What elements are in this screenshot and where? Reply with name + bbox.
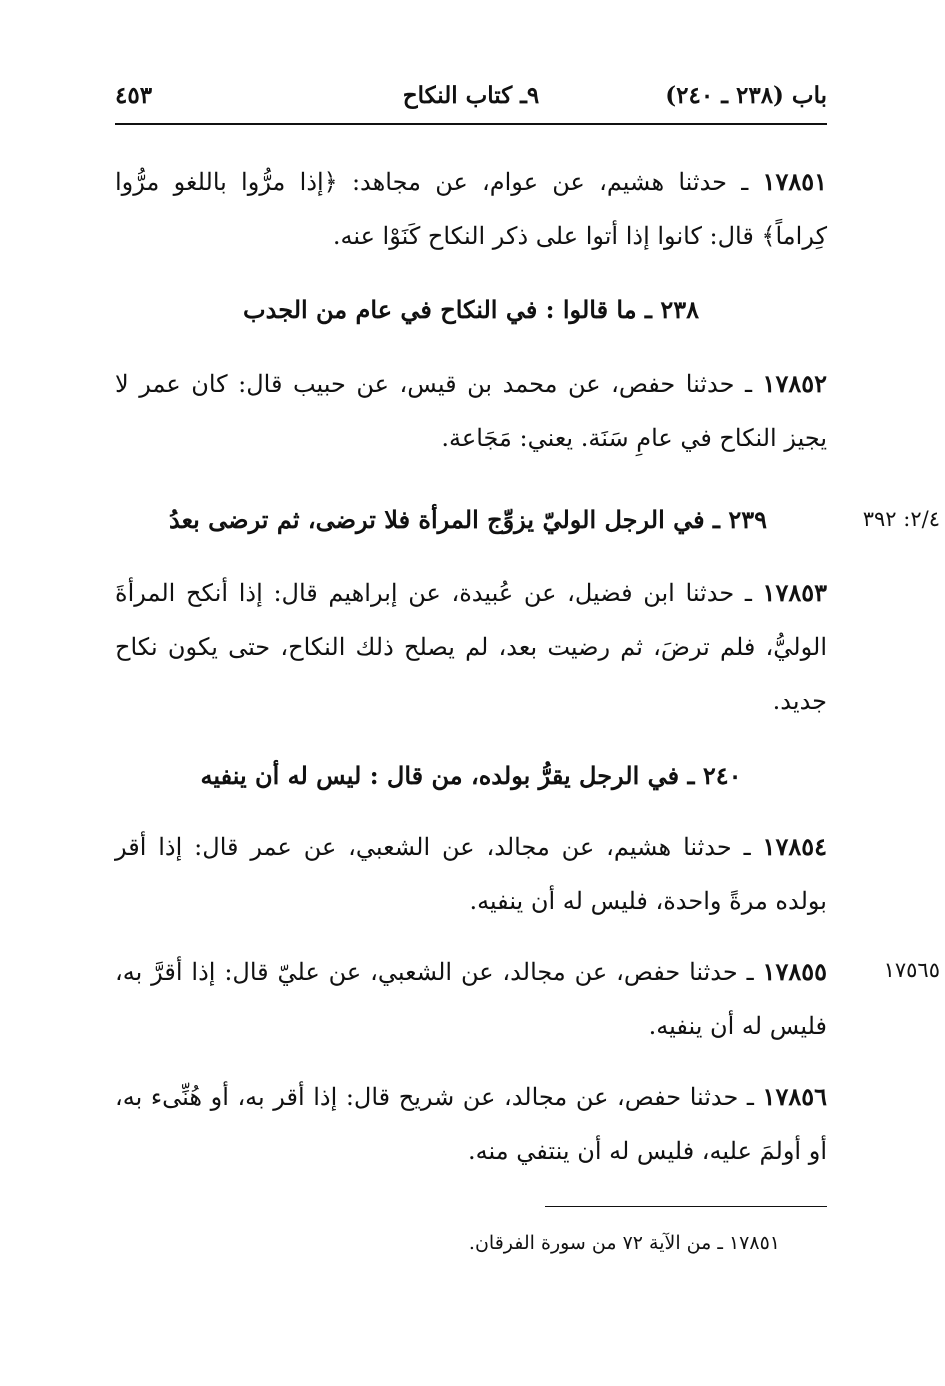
- page-header: [115, 78, 827, 122]
- hadith-17856: [115, 1070, 827, 1178]
- margin-reference: ٢/٤: ٣٩٢: [862, 507, 940, 531]
- page-number: ٤٥٣: [115, 82, 153, 109]
- hadith-text: ـ حدثنا حفص، عن مجالد، عن الشعبي، عن عليّ قال: إذا أقرَّ به، فليس له أن ينفيه.: [115, 958, 827, 1040]
- hadith-text: ـ حدثنا هشيم، عن مجالد، عن الشعبي، عن عمر قال: إذا أقر بولده مرةً واحدة، فليس له أن ينفيه.: [115, 833, 827, 915]
- hadith-text: ـ حدثنا حفص، عن مجالد، عن شريح قال: إذا أقر به، أو هُنِّىء به، أو أولمَ عليه، فليس له أن ينتفي منه.: [115, 1083, 827, 1165]
- hadith-17854: [115, 820, 827, 928]
- hadith-number: ١٧٨٥١: [762, 167, 827, 196]
- hadith-17853: [115, 566, 827, 728]
- section-heading-239: ٢٣٩ ـ في الرجل الوليّ يزوِّج المرأة فلا ترضى، ثم ترضى بعدُ: [168, 505, 767, 534]
- hadith-text: ـ حدثنا هشيم، عن عوام، عن مجاهد: ﴿إذا مرُّوا باللغو مرُّوا كِراماً﴾ قال: كانوا إذا أتوا على ذكر النكاح كَنَوْا عنه.: [115, 168, 827, 250]
- hadith-number: ١٧٨٥٣: [762, 578, 827, 607]
- footnote-rule: [545, 1206, 827, 1207]
- hadith-number: ١٧٨٥٤: [762, 832, 827, 861]
- hadith-number: ١٧٨٥٢: [762, 369, 827, 398]
- footnote: ١٧٨٥١ ـ من الآية ٧٢ من سورة الفرقان.: [468, 1232, 780, 1254]
- hadith-17851: [115, 155, 827, 263]
- header-rule: [115, 123, 827, 125]
- book-title: ٩ـ كتاب النكاح: [402, 82, 540, 109]
- chapter-range: باب (٢٣٨ ـ ٢٤٠): [665, 82, 827, 109]
- hadith-number: ١٧٨٥٥: [762, 957, 827, 986]
- section-heading-238: ٢٣٨ ـ ما قالوا : في النكاح في عام من الجدب: [243, 295, 699, 324]
- hadith-17852: [115, 357, 827, 465]
- hadith-17855: [115, 945, 827, 1053]
- hadith-number: ١٧٨٥٦: [762, 1082, 827, 1111]
- margin-reference: ١٧٥٦٥: [883, 958, 940, 982]
- section-heading-240: ٢٤٠ ـ في الرجل يقرُّ بولده، من قال : ليس له أن ينفيه: [200, 761, 742, 790]
- hadith-text: ـ حدثنا حفص، عن محمد بن قيس، عن حبيب قال: كان عمر لا يجيز النكاح في عامِ سَنَة. يعني: مَجَاعة.: [115, 370, 827, 452]
- hadith-text: ـ حدثنا ابن فضيل، عن عُبيدة، عن إبراهيم قال: إذا أنكح المرأةَ الوليُّ، فلم ترضَ، ثم رضيت بعد، لم يصلح ذلك النكاح، حتى يكون نكاح جديد.: [115, 579, 827, 715]
